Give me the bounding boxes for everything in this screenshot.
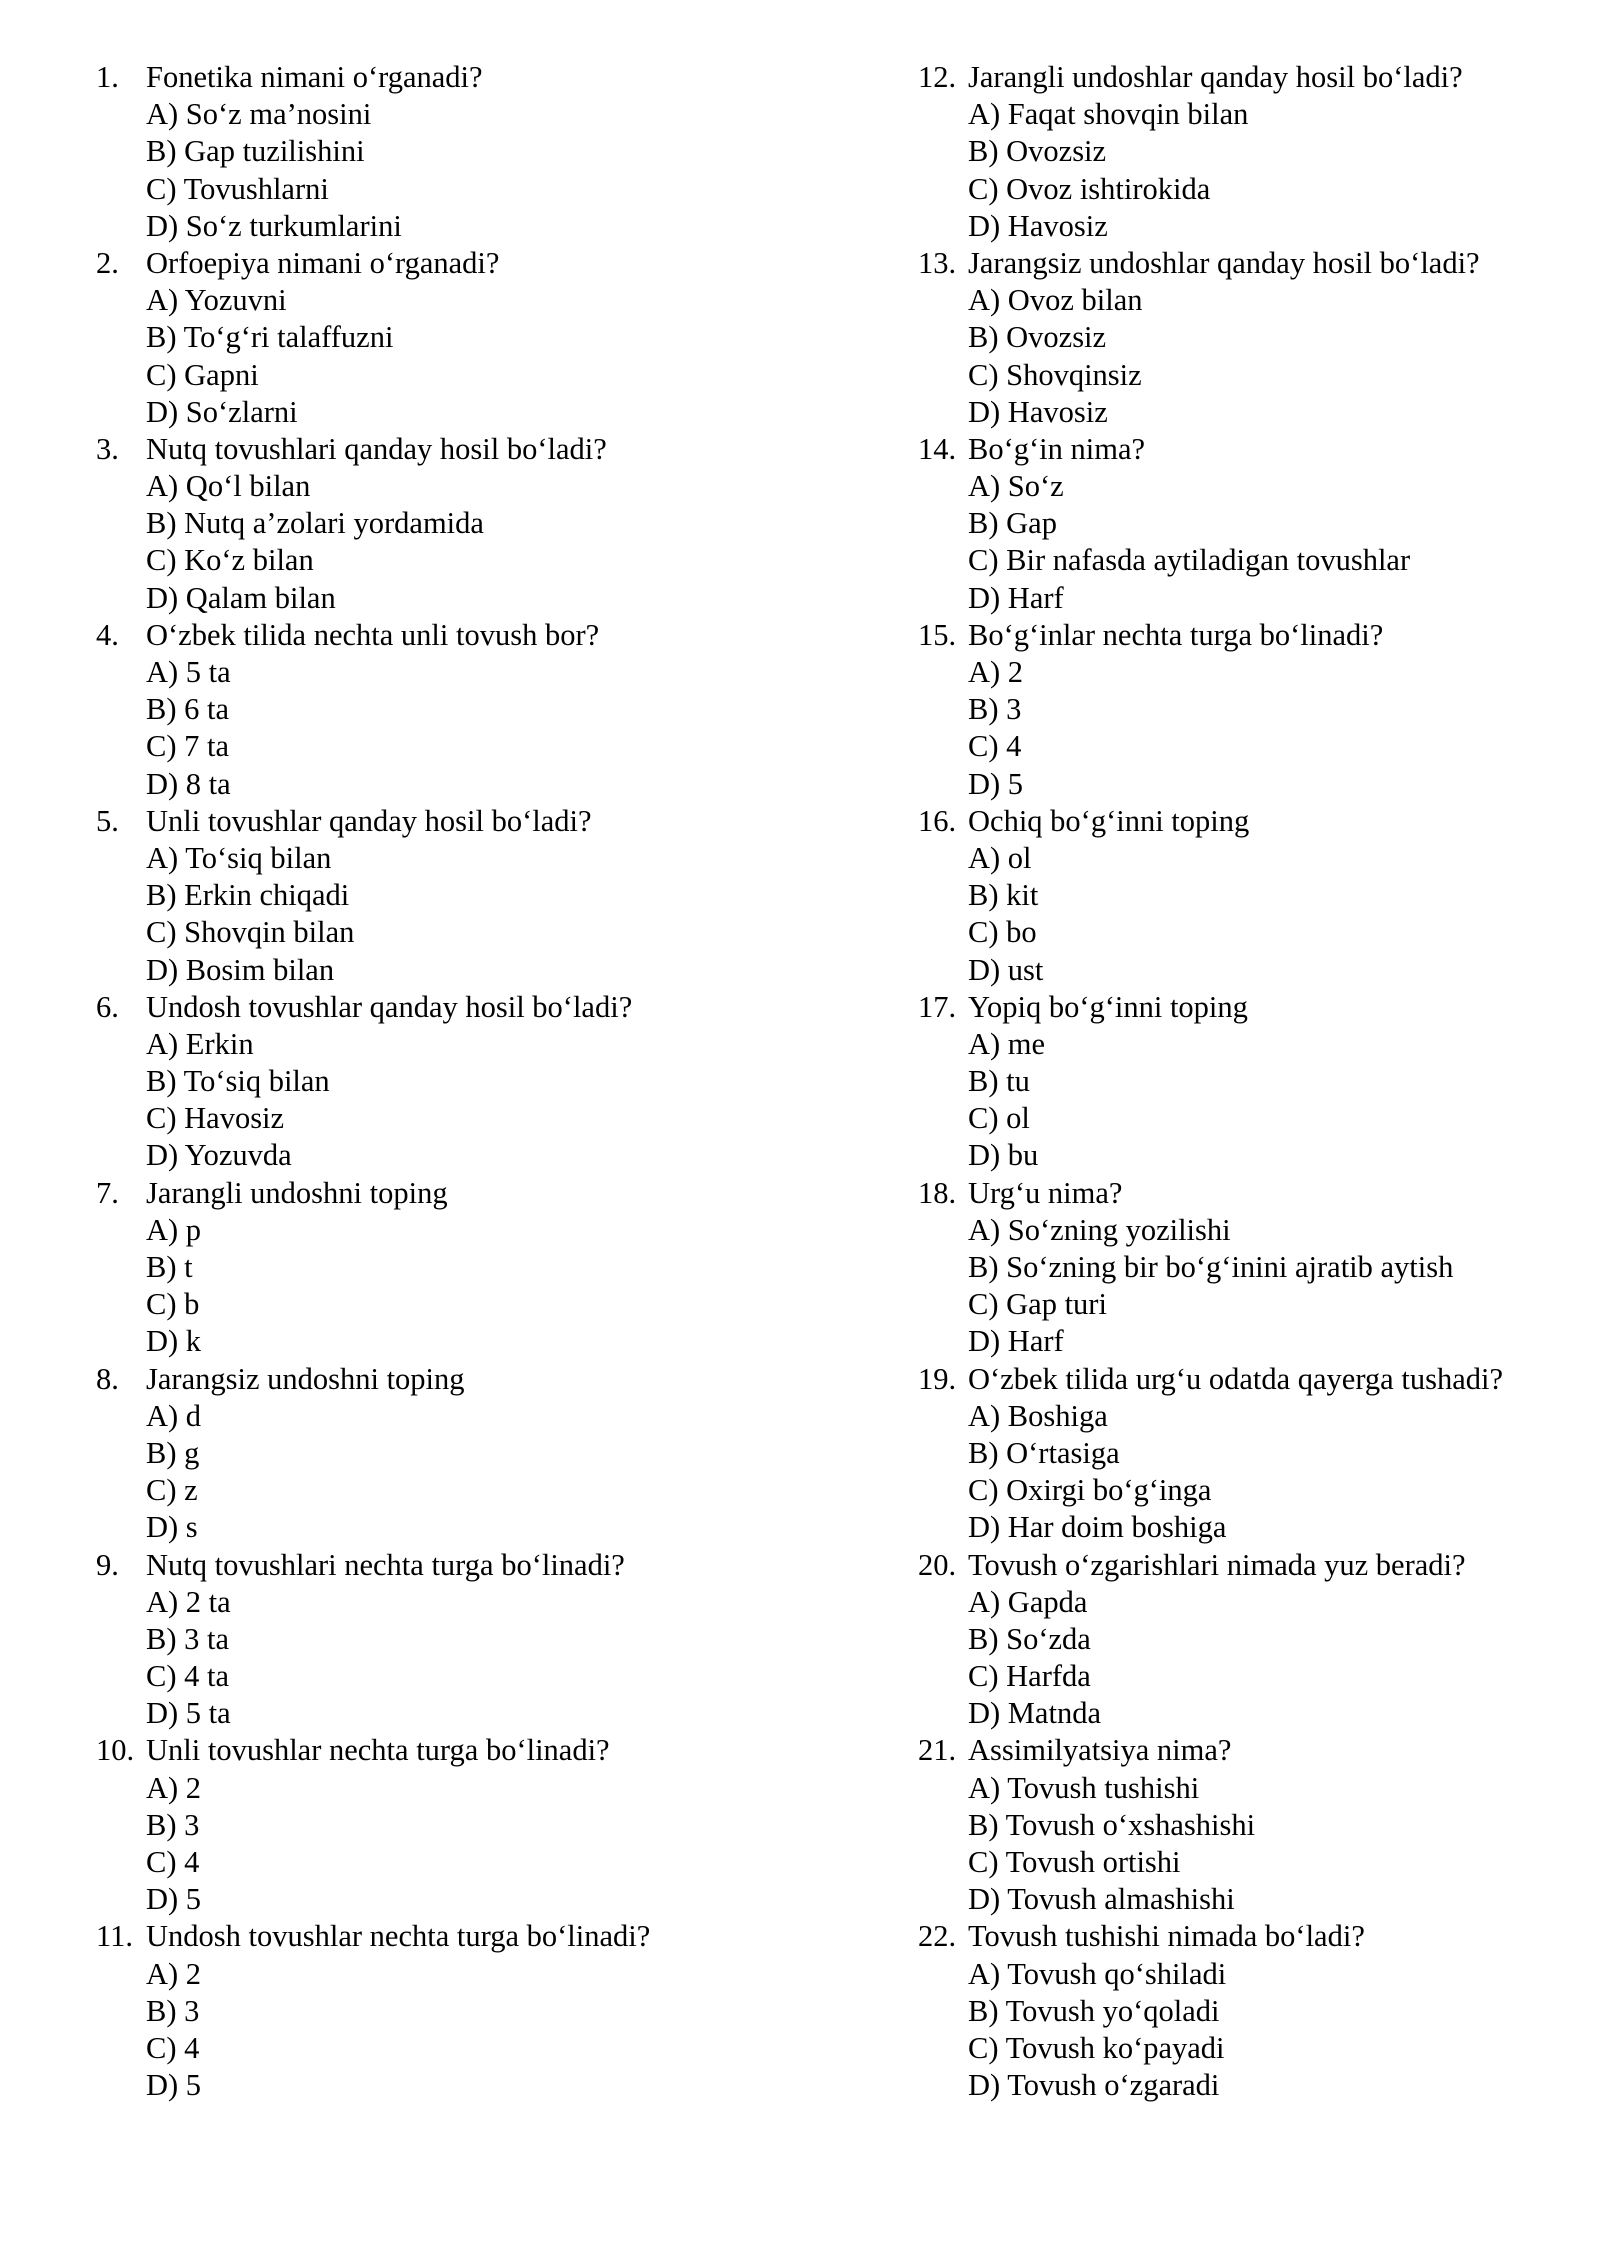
answer-option: D) So‘z turkumlarini (146, 208, 402, 243)
question-text: Ochiq bo‘g‘inni toping (968, 803, 1250, 838)
question-number: 15. (918, 617, 957, 652)
question-text: O‘zbek tilida urg‘u odatda qayerga tushadi? (968, 1361, 1503, 1396)
question-text: Nutq tovushlari nechta turga bo‘linadi? (146, 1547, 625, 1582)
answer-option: B) t (146, 1250, 193, 1284)
answer-option: C) 4 ta (146, 1659, 230, 1694)
answer-option: C) Tovush ko‘payadi (968, 2030, 1225, 2065)
question-text: Bo‘g‘inlar nechta turga bo‘linadi? (968, 617, 1384, 652)
answer-option: B) 3 ta (146, 1621, 230, 1656)
answer-option: B) 3 (146, 1993, 200, 2028)
answer-option: C) Bir nafasda aytiladigan tovushlar (968, 543, 1411, 578)
question-block (918, 59, 1578, 245)
question-block (918, 1732, 1578, 1918)
answer-option: C) 4 (968, 729, 1022, 764)
answer-option: B) To‘siq bilan (146, 1064, 330, 1099)
answer-option: B) Gap tuzilishini (146, 134, 365, 169)
question-line (918, 431, 1578, 468)
question-number: 3. (96, 431, 119, 466)
question-number: 10. (96, 1733, 135, 1768)
answer-option: D) 5 (146, 1882, 202, 1917)
answer-option: D) 5 (968, 766, 1024, 801)
question-block (918, 803, 1578, 989)
question-block (96, 245, 816, 431)
answer-option: A) Boshiga (968, 1398, 1108, 1433)
answer-option: A) 2 (146, 1770, 202, 1805)
answer-option: D) So‘zlarni (146, 394, 298, 429)
question-number: 20. (918, 1547, 957, 1582)
question-number: 9. (96, 1547, 119, 1582)
question-text: Fonetika nimani o‘rganadi? (146, 60, 483, 94)
question-block (96, 617, 816, 803)
answer-option: C) ol (968, 1101, 1030, 1136)
answer-option: C) Gap turi (968, 1287, 1107, 1322)
answer-option: B) Nutq a’zolari yordamida (146, 506, 484, 541)
answer-option: C) Ovoz ishtirokida (968, 171, 1211, 206)
answer-option: A) Qo‘l bilan (146, 469, 311, 504)
question-text: Jarangsiz undoshlar qanday hosil bo‘ladi? (968, 245, 1480, 280)
answer-option: A) me (968, 1026, 1046, 1061)
question-line (918, 1547, 1578, 1584)
question-number: 12. (918, 60, 957, 94)
question-text: Urg‘u nima? (968, 1175, 1123, 1210)
answer-option: A) Tovush qo‘shiladi (968, 1956, 1227, 1991)
question-number: 21. (918, 1733, 957, 1768)
question-text: Tovush o‘zgarishlari nimada yuz beradi? (968, 1547, 1466, 1582)
question-line (918, 1361, 1578, 1398)
question-text: Jarangli undoshlar qanday hosil bo‘ladi? (968, 60, 1463, 94)
answer-option: B) tu (968, 1064, 1030, 1099)
answer-option: B) Gap (968, 506, 1057, 541)
question-block (96, 803, 816, 989)
question-number: 14. (918, 431, 957, 466)
answer-option: A) Ovoz bilan (968, 283, 1143, 318)
answer-option: A) Erkin (146, 1026, 254, 1061)
question-block (96, 1547, 816, 1733)
answer-option: C) 4 (146, 1845, 200, 1879)
question-number: 13. (918, 245, 957, 280)
answer-option: C) bo (968, 915, 1037, 950)
answer-option: C) Tovushlarni (146, 171, 329, 206)
question-number: 8. (96, 1361, 119, 1396)
question-number: 5. (96, 803, 119, 838)
answer-option: A) p (146, 1212, 202, 1247)
answer-option: A) d (146, 1398, 202, 1433)
answer-option: C) Oxirgi bo‘g‘inga (968, 1473, 1212, 1508)
question-text: Yopiq bo‘g‘inni toping (968, 989, 1248, 1024)
question-line (96, 1547, 816, 1584)
question-block (918, 1918, 1578, 2104)
answer-option: D) s (146, 1510, 198, 1545)
answer-option: D) Qalam bilan (146, 580, 336, 615)
question-text: Nutq tovushlari qanday hosil bo‘ladi? (146, 431, 607, 466)
answer-option: D) Bosim bilan (146, 952, 335, 987)
question-number: 18. (918, 1175, 957, 1210)
answer-option: B) Ovozsiz (968, 134, 1107, 169)
answer-option: D) k (146, 1324, 202, 1359)
question-text: Undosh tovushlar qanday hosil bo‘ladi? (146, 989, 633, 1024)
question-text: Unli tovushlar nechta turga bo‘linadi? (146, 1733, 610, 1768)
answer-option: C) 7 ta (146, 729, 230, 764)
answer-option: A) So‘z ma’nosini (146, 97, 372, 132)
question-line (96, 617, 816, 654)
question-text: Jarangsiz undoshni toping (146, 1361, 465, 1396)
answer-option: D) Yozuvda (146, 1138, 292, 1173)
answer-option: B) 3 (146, 1807, 200, 1842)
answer-option: C) Shovqin bilan (146, 915, 355, 950)
question-line (918, 1175, 1578, 1212)
question-block (918, 1175, 1578, 1361)
answer-option: A) Tovush tushishi (968, 1770, 1200, 1805)
question-line (96, 1175, 816, 1212)
answer-option: B) So‘zning bir bo‘g‘inini ajratib aytish (968, 1250, 1454, 1284)
answer-option: B) 6 ta (146, 692, 230, 727)
question-line (96, 1918, 816, 1955)
question-block (96, 1918, 816, 2104)
answer-option: A) Gapda (968, 1584, 1088, 1619)
question-block (96, 59, 816, 245)
answer-option: B) g (146, 1435, 200, 1470)
answer-option: B) So‘zda (968, 1621, 1091, 1656)
answer-option: D) Har doim boshiga (968, 1510, 1227, 1545)
question-block (918, 1361, 1578, 1547)
answer-option: B) Ovozsiz (968, 320, 1107, 355)
answer-option: D) Harf (968, 1324, 1064, 1359)
answer-option: D) Havosiz (968, 394, 1108, 429)
answer-option: A) To‘siq bilan (146, 840, 332, 875)
question-line (918, 617, 1578, 654)
answer-option: B) Tovush o‘xshashishi (968, 1807, 1256, 1842)
question-number: 4. (96, 617, 119, 652)
answer-option: D) Tovush o‘zgaradi (968, 2068, 1220, 2103)
question-line (96, 803, 816, 840)
answer-option: D) 5 ta (146, 1696, 231, 1731)
answer-option: B) O‘rtasiga (968, 1435, 1120, 1470)
question-number: 1. (96, 60, 119, 94)
answer-option: D) Havosiz (968, 208, 1108, 243)
question-line (96, 245, 816, 282)
answer-option: A) So‘zning yozilishi (968, 1212, 1231, 1247)
answer-option: A) 2 (146, 1956, 202, 1991)
question-number: 6. (96, 989, 119, 1024)
answer-option: B) Erkin chiqadi (146, 878, 350, 913)
question-text: Assimilyatsiya nima? (968, 1733, 1232, 1768)
question-number: 7. (96, 1175, 119, 1210)
question-block (96, 989, 816, 1175)
question-line (96, 431, 816, 468)
question-number: 16. (918, 803, 957, 838)
answer-option: A) 5 ta (146, 655, 231, 689)
question-line (96, 1732, 816, 1769)
answer-option: A) Yozuvni (146, 283, 287, 318)
answer-option: A) So‘z (968, 469, 1064, 504)
answer-option: D) Matnda (968, 1696, 1101, 1731)
question-text: Jarangli undoshni toping (146, 1175, 448, 1210)
answer-option: A) 2 (968, 655, 1024, 689)
question-number: 2. (96, 245, 119, 280)
question-block (96, 1732, 816, 1918)
answer-option: C) Ko‘z bilan (146, 543, 314, 578)
answer-option: D) 8 ta (146, 766, 231, 801)
question-text: Undosh tovushlar nechta turga bo‘linadi? (146, 1919, 651, 1954)
question-line (918, 989, 1578, 1026)
right-column (918, 59, 1578, 2104)
question-number: 19. (918, 1361, 957, 1396)
question-line (918, 1732, 1578, 1769)
question-line (96, 1361, 816, 1398)
answer-option: D) bu (968, 1138, 1039, 1173)
answer-option: A) ol (968, 840, 1032, 875)
answer-option: B) 3 (968, 692, 1022, 727)
answer-option: C) 4 (146, 2030, 200, 2065)
question-number: 17. (918, 989, 957, 1024)
question-line (918, 1918, 1578, 1955)
question-line (918, 59, 1578, 96)
answer-option: C) Havosiz (146, 1101, 285, 1136)
answer-option: C) Gapni (146, 357, 259, 392)
answer-option: D) ust (968, 952, 1044, 987)
answer-option: D) Tovush almashishi (968, 1882, 1235, 1917)
question-number: 22. (918, 1919, 957, 1954)
question-line (918, 803, 1578, 840)
question-block (918, 245, 1578, 431)
question-block (918, 617, 1578, 803)
question-block (96, 1175, 816, 1361)
question-block (918, 1547, 1578, 1733)
question-text: Unli tovushlar qanday hosil bo‘ladi? (146, 803, 592, 838)
answer-option: D) Harf (968, 580, 1064, 615)
question-number: 11. (96, 1919, 133, 1954)
question-line (96, 59, 816, 96)
question-text: Orfoepiya nimani o‘rganadi? (146, 245, 500, 280)
question-text: Tovush tushishi nimada bo‘ladi? (968, 1919, 1365, 1954)
question-text: Bo‘g‘in nima? (968, 431, 1146, 466)
answer-option: C) z (146, 1473, 198, 1508)
answer-option: B) Tovush yo‘qoladi (968, 1993, 1220, 2028)
answer-option: D) 5 (146, 2068, 202, 2103)
answer-option: C) b (146, 1287, 200, 1322)
answer-option: B) To‘g‘ri talaffuzni (146, 320, 394, 355)
answer-option: C) Tovush ortishi (968, 1845, 1181, 1879)
question-block (96, 431, 816, 617)
question-line (96, 989, 816, 1026)
question-text: O‘zbek tilida nechta unli tovush bor? (146, 617, 600, 652)
answer-option: C) Shovqinsiz (968, 357, 1142, 392)
left-column (96, 59, 816, 2104)
answer-option: A) Faqat shovqin bilan (968, 97, 1249, 132)
question-line (918, 245, 1578, 282)
answer-option: C) Harfda (968, 1659, 1091, 1694)
answer-option: B) kit (968, 878, 1039, 913)
question-block (96, 1361, 816, 1547)
answer-option: A) 2 ta (146, 1584, 231, 1619)
question-block (918, 989, 1578, 1175)
question-block (918, 431, 1578, 617)
